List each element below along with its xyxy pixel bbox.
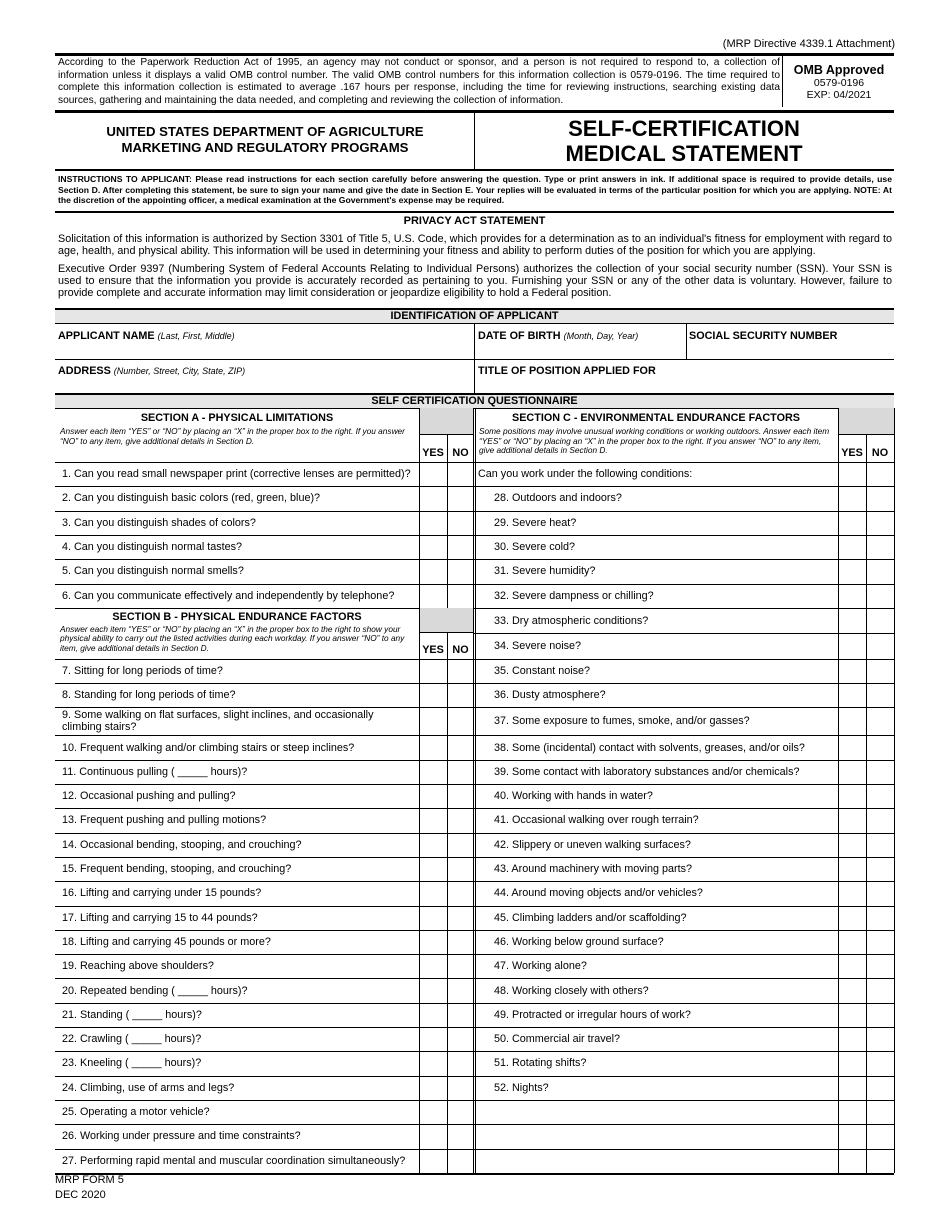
section-a-shade xyxy=(419,408,474,434)
no-checkbox[interactable] xyxy=(448,1028,473,1050)
no-checkbox[interactable] xyxy=(448,463,473,485)
row-rule xyxy=(474,1124,894,1125)
instructions: INSTRUCTIONS TO APPLICANT: Please read instructions for each section carefully before answering the question. Type or print answers in ink. If additional space is required to provide details, use Section D. After completing this statement, be sure to sign your name and give the date in Section E. Your replies will be evaluated in terms of the particular position for which you are applying. NOTE: At the discretion of the appointing officer, a medical examination at the Government's expense may be required. xyxy=(58,174,892,206)
header-bottom-rule xyxy=(55,169,894,171)
identification-title: IDENTIFICATION OF APPLICANT xyxy=(55,308,894,324)
section-b-question: 20. Repeated bending ( _____ hours)? xyxy=(62,984,248,997)
no-checkbox[interactable] xyxy=(448,1101,473,1123)
section-b-yes-header: YES xyxy=(422,643,444,656)
section-b-question: 27. Performing rapid mental and muscular coordination simultaneously? xyxy=(62,1154,406,1167)
no-checkbox[interactable] xyxy=(867,585,893,607)
yes-checkbox[interactable] xyxy=(839,609,865,633)
no-checkbox[interactable] xyxy=(448,955,473,977)
yes-checkbox[interactable] xyxy=(839,931,865,953)
no-checkbox[interactable] xyxy=(448,512,473,534)
section-b-question: 8. Standing for long periods of time? xyxy=(62,689,236,702)
omb-expiration: EXP: 04/2021 xyxy=(806,89,872,101)
address-field[interactable] xyxy=(58,361,468,393)
column-rule xyxy=(866,434,867,1173)
column-rule xyxy=(447,434,448,608)
section-c-question: 48. Working closely with others? xyxy=(494,984,649,997)
ssn-field[interactable] xyxy=(689,326,892,358)
yes-checkbox[interactable] xyxy=(420,684,446,706)
section-b-question: 19. Reaching above shoulders? xyxy=(62,960,214,973)
dob-label: DATE OF BIRTH (Month, Day, Year) xyxy=(478,330,639,342)
agency-line-1: UNITED STATES DEPARTMENT OF AGRICULTURE xyxy=(106,124,424,139)
yes-checkbox[interactable] xyxy=(420,512,446,534)
yes-checkbox[interactable] xyxy=(839,1004,865,1026)
no-checkbox[interactable] xyxy=(867,858,893,880)
no-checkbox[interactable] xyxy=(448,931,473,953)
section-a-question: 3. Can you distinguish shades of colors? xyxy=(62,516,256,529)
yes-checkbox[interactable] xyxy=(420,785,446,807)
no-checkbox[interactable] xyxy=(448,1077,473,1099)
position-label: TITLE OF POSITION APPLIED FOR xyxy=(478,365,656,377)
yes-checkbox[interactable] xyxy=(420,761,446,783)
position-title-field[interactable] xyxy=(478,361,888,393)
no-checkbox[interactable] xyxy=(867,634,893,658)
id-divider-ssn xyxy=(686,323,687,359)
date-of-birth-field[interactable] xyxy=(478,326,683,358)
section-c-question: 47. Working alone? xyxy=(494,960,587,973)
section-a-yes-header: YES xyxy=(422,447,444,459)
yes-checkbox[interactable] xyxy=(420,907,446,929)
no-checkbox[interactable] xyxy=(867,536,893,558)
section-a-note: Answer each item “YES” or “NO” by placing an “X” in the proper box to the right. If you answer “NO” to any item, give additional details in Section D. xyxy=(60,426,405,446)
yes-checkbox[interactable] xyxy=(839,1101,865,1123)
section-c-shade xyxy=(838,408,894,434)
yes-checkbox[interactable] xyxy=(839,585,865,607)
section-b-question: 23. Kneeling ( _____ hours)? xyxy=(62,1057,202,1070)
section-a-question: 4. Can you distinguish normal tastes? xyxy=(62,541,243,554)
yes-checkbox[interactable] xyxy=(839,1028,865,1050)
no-checkbox[interactable] xyxy=(867,684,893,706)
section-b-note: Answer each item “YES” or “NO” by placing an “X” in the proper box to the right to show your physical ability to carry out the listed activities during each workday. If you answer “NO” to any item, give additional details in Section D. xyxy=(60,623,405,653)
yes-checkbox[interactable] xyxy=(420,882,446,904)
yes-checkbox[interactable] xyxy=(839,785,865,807)
yes-checkbox[interactable] xyxy=(839,955,865,977)
form-number: MRP FORM 5 xyxy=(55,1174,124,1186)
no-checkbox[interactable] xyxy=(867,660,893,682)
no-checkbox[interactable] xyxy=(867,708,893,734)
no-checkbox[interactable] xyxy=(867,979,893,1001)
form-title xyxy=(474,116,894,166)
no-checkbox[interactable] xyxy=(867,560,893,582)
section-b-question: 25. Operating a motor vehicle? xyxy=(62,1106,210,1119)
yes-checkbox[interactable] xyxy=(839,979,865,1001)
row-rule xyxy=(55,608,474,609)
yes-checkbox[interactable] xyxy=(420,536,446,558)
row-rule xyxy=(474,1149,894,1150)
section-b-question: 13. Frequent pushing and pulling motions? xyxy=(62,814,267,827)
column-rule xyxy=(419,408,420,1173)
yes-checkbox[interactable] xyxy=(839,634,865,658)
yes-checkbox[interactable] xyxy=(839,761,865,783)
no-checkbox[interactable] xyxy=(867,1077,893,1099)
yes-checkbox[interactable] xyxy=(420,1004,446,1026)
section-c-question: 28. Outdoors and indoors? xyxy=(494,492,622,505)
no-checkbox[interactable] xyxy=(867,512,893,534)
no-checkbox[interactable] xyxy=(867,785,893,807)
section-b-title: SECTION B - PHYSICAL ENDURANCE FACTORS xyxy=(112,610,362,623)
id-divider xyxy=(474,323,475,393)
no-checkbox[interactable] xyxy=(448,1052,473,1074)
no-checkbox[interactable] xyxy=(448,1004,473,1026)
section-c-question: 35. Constant noise? xyxy=(494,664,591,677)
no-checkbox[interactable] xyxy=(867,761,893,783)
no-checkbox[interactable] xyxy=(448,1125,473,1147)
yes-checkbox[interactable] xyxy=(839,1052,865,1074)
no-checkbox[interactable] xyxy=(448,660,473,682)
yes-checkbox[interactable] xyxy=(839,487,865,509)
section-b-no-header: NO xyxy=(452,643,469,656)
agency-name xyxy=(55,124,475,156)
omb-box xyxy=(782,55,895,107)
yes-checkbox[interactable] xyxy=(420,1028,446,1050)
no-checkbox[interactable] xyxy=(448,979,473,1001)
yes-checkbox[interactable] xyxy=(839,858,865,880)
no-checkbox[interactable] xyxy=(448,761,473,783)
no-checkbox[interactable] xyxy=(867,1028,893,1050)
address-label: ADDRESS (Number, Street, City, State, ZIP) xyxy=(58,365,246,377)
section-b-question: 12. Occasional pushing and pulling? xyxy=(62,790,236,803)
section-c-question: 42. Slippery or uneven walking surfaces? xyxy=(494,838,691,851)
applicant-name-field[interactable] xyxy=(58,326,468,358)
no-checkbox[interactable] xyxy=(448,858,473,880)
section-a-no-header: NO xyxy=(452,447,469,459)
no-checkbox[interactable] xyxy=(867,931,893,953)
yes-checkbox[interactable] xyxy=(839,1150,865,1172)
section-c-question: 50. Commercial air travel? xyxy=(494,1033,621,1046)
yes-checkbox[interactable] xyxy=(420,585,446,607)
yes-checkbox[interactable] xyxy=(839,882,865,904)
section-c-question: 51. Rotating shifts? xyxy=(494,1057,587,1070)
section-c-question: 29. Severe heat? xyxy=(494,516,577,529)
ssn-label: SOCIAL SECURITY NUMBER xyxy=(689,330,838,342)
section-c-no-header: NO xyxy=(871,447,889,459)
yes-checkbox[interactable] xyxy=(420,834,446,856)
section-c-question: 39. Some contact with laboratory substances and/or chemicals? xyxy=(494,765,800,778)
yes-checkbox[interactable] xyxy=(420,809,446,831)
section-b-question: 18. Lifting and carrying 45 pounds or more? xyxy=(62,935,271,948)
paperwork-notice: According to the Paperwork Reduction Act of 1995, an agency may not conduct or sponsor, and a person is not required to respond to, a collection of information unless it displays a valid OMB control number. The valid OMB control numbers for this information collection is 0579-0196. The time required to complete this information collection is estimated to average .167 hours per response, including the time for reviewing instructions, searching existing data sources, gathering and maintaining the data needed, and completing and reviewing the collection of information. xyxy=(58,57,780,106)
yes-checkbox[interactable] xyxy=(839,1125,865,1147)
omb-number: 0579-0196 xyxy=(813,77,865,89)
questionnaire-title: SELF CERTIFICATION QUESTIONNAIRE xyxy=(55,393,894,409)
section-c-question: 37. Some exposure to fumes, smoke, and/or gasses? xyxy=(494,715,750,728)
section-c-question: 36. Dusty atmosphere? xyxy=(494,689,606,702)
yes-checkbox[interactable] xyxy=(420,1150,446,1172)
column-rule xyxy=(473,408,476,1173)
no-checkbox[interactable] xyxy=(448,585,473,607)
section-c-question: 49. Protracted or irregular hours of work? xyxy=(494,1008,691,1021)
privacy-title: PRIVACY ACT STATEMENT xyxy=(403,215,546,227)
no-checkbox[interactable] xyxy=(867,1004,893,1026)
row-rule xyxy=(474,1100,894,1101)
section-c-intro: Can you work under the following conditions: xyxy=(478,468,693,481)
no-checkbox[interactable] xyxy=(448,809,473,831)
section-c-title: SECTION C - ENVIRONMENTAL ENDURANCE FACTORS xyxy=(512,412,800,424)
yes-checkbox[interactable] xyxy=(839,560,865,582)
yes-checkbox[interactable] xyxy=(839,708,865,734)
section-c-question: 41. Occasional walking over rough terrain? xyxy=(494,814,699,827)
no-checkbox[interactable] xyxy=(448,560,473,582)
section-b-question: 14. Occasional bending, stooping, and crouching? xyxy=(62,838,302,851)
section-b-question: 26. Working under pressure and time constraints? xyxy=(62,1130,301,1143)
privacy-paragraph-2: Executive Order 9397 (Numbering System of Federal Accounts Relating to Individual Persons) authorizes the collection of your social security number (SSN). Your SSN is used to ensure that the information you provide is accurately recorded as pertaining to you. Furnishing your SSN or any of the other data is voluntary. However, failure to provide complete and accurate information may limit consideration or jeopardize eligibility to hold a Federal position. xyxy=(58,263,892,300)
section-c-question: 43. Around machinery with moving parts? xyxy=(494,863,693,876)
yes-checkbox[interactable] xyxy=(839,512,865,534)
section-c-question: 38. Some (incidental) contact with solvents, greases, and/or oils? xyxy=(494,741,805,754)
section-b-question: 16. Lifting and carrying under 15 pounds? xyxy=(62,887,262,900)
no-checkbox[interactable] xyxy=(448,708,473,734)
no-checkbox[interactable] xyxy=(867,955,893,977)
yes-checkbox[interactable] xyxy=(420,979,446,1001)
no-checkbox[interactable] xyxy=(448,736,473,758)
yes-checkbox[interactable] xyxy=(420,858,446,880)
agency-line-2: MARKETING AND REGULATORY PROGRAMS xyxy=(121,140,409,155)
section-c-question: 44. Around moving objects and/or vehicles? xyxy=(494,887,703,900)
yes-checkbox[interactable] xyxy=(420,931,446,953)
yes-checkbox[interactable] xyxy=(420,1101,446,1123)
section-c-question: 30. Severe cold? xyxy=(494,541,576,554)
yes-checkbox[interactable] xyxy=(420,736,446,758)
section-b-question: 22. Crawling ( _____ hours)? xyxy=(62,1033,202,1046)
section-b-shade xyxy=(419,608,474,632)
section-a-question: 6. Can you communicate effectively and independently by telephone? xyxy=(62,589,395,602)
no-checkbox[interactable] xyxy=(867,1052,893,1074)
directive-reference: (MRP Directive 4339.1 Attachment) xyxy=(722,38,895,50)
no-checkbox[interactable] xyxy=(448,487,473,509)
no-checkbox[interactable] xyxy=(867,907,893,929)
column-rule xyxy=(838,408,839,1173)
section-c-question: 31. Severe humidity? xyxy=(494,565,596,578)
yes-checkbox[interactable] xyxy=(420,955,446,977)
yes-checkbox[interactable] xyxy=(420,708,446,734)
privacy-paragraph-1: Solicitation of this information is authorized by Section 3301 of Title 5, U.S. Code, which provides for a determination as to an individual's fitness for employment with regard to age, health, and physical ability. This information will be used in determining your fitness and ability to perform duties of the position for which you are applying. xyxy=(58,233,892,258)
yes-checkbox[interactable] xyxy=(839,1077,865,1099)
section-b-question: 10. Frequent walking and/or climbing stairs or steep inclines? xyxy=(62,741,355,754)
section-a-question: 5. Can you distinguish normal smells? xyxy=(62,565,244,578)
no-checkbox[interactable] xyxy=(867,1150,893,1172)
section-c-question: 40. Working with hands in water? xyxy=(494,790,653,803)
yes-checkbox[interactable] xyxy=(420,1125,446,1147)
no-checkbox[interactable] xyxy=(867,809,893,831)
no-checkbox[interactable] xyxy=(867,882,893,904)
omb-title: OMB Approved xyxy=(793,63,885,77)
form-title-line-2: MEDICAL STATEMENT xyxy=(565,141,803,166)
no-checkbox[interactable] xyxy=(448,785,473,807)
no-checkbox[interactable] xyxy=(867,736,893,758)
no-checkbox[interactable] xyxy=(867,1101,893,1123)
section-b-question: 11. Continuous pulling ( _____ hours)? xyxy=(62,765,248,778)
section-a-question: 1. Can you read small newspaper print (corrective lenses are permitted)? xyxy=(62,468,411,481)
section-c-question: 33. Dry atmospheric conditions? xyxy=(494,614,649,627)
section-b-question: 17. Lifting and carrying 15 to 44 pounds? xyxy=(62,911,258,924)
section-c-note: Some positions may involve unusual working conditions or working outdoors. Answer each item “YES” or “NO” by placing an “X” in the proper box to the right. If you answer “NO” to any item, give additional details in Section D. xyxy=(479,426,830,455)
section-b-question: 9. Some walking on flat surfaces, slight inclines, and occasionally climbing stairs? xyxy=(62,709,374,734)
yes-checkbox[interactable] xyxy=(420,660,446,682)
yes-checkbox[interactable] xyxy=(839,684,865,706)
section-b-question: 21. Standing ( _____ hours)? xyxy=(62,1008,202,1021)
footer xyxy=(55,1173,124,1203)
top-rule xyxy=(55,53,894,56)
column-rule xyxy=(894,408,895,1173)
no-checkbox[interactable] xyxy=(867,487,893,509)
no-checkbox[interactable] xyxy=(448,834,473,856)
no-checkbox[interactable] xyxy=(448,907,473,929)
yes-checkbox[interactable] xyxy=(839,736,865,758)
no-checkbox[interactable] xyxy=(448,536,473,558)
no-checkbox[interactable] xyxy=(448,684,473,706)
section-b-question: 24. Climbing, use of arms and legs? xyxy=(62,1081,235,1094)
section-c-question: 32. Severe dampness or chilling? xyxy=(494,589,654,602)
section-c-question: 52. Nights? xyxy=(494,1081,549,1094)
column-rule xyxy=(447,632,448,1173)
section-c-question: 45. Climbing ladders and/or scaffolding? xyxy=(494,911,687,924)
no-checkbox[interactable] xyxy=(448,1150,473,1172)
section-a-title: SECTION A - PHYSICAL LIMITATIONS xyxy=(140,412,334,424)
yes-checkbox[interactable] xyxy=(420,463,446,485)
form-date: DEC 2020 xyxy=(55,1189,106,1201)
yes-checkbox[interactable] xyxy=(420,487,446,509)
applicant-name-label: APPLICANT NAME (Last, First, Middle) xyxy=(58,330,235,342)
section-a-question: 2. Can you distinguish basic colors (red, green, blue)? xyxy=(62,492,321,505)
yes-checkbox[interactable] xyxy=(420,1077,446,1099)
id-row-rule xyxy=(55,359,894,360)
yes-checkbox[interactable] xyxy=(839,834,865,856)
section-c-yes-header: YES xyxy=(841,447,863,459)
section-b-question: 7. Sitting for long periods of time? xyxy=(62,664,223,677)
instructions-rule xyxy=(55,211,894,213)
section-c-question: 34. Severe noise? xyxy=(494,640,582,653)
yes-checkbox[interactable] xyxy=(839,907,865,929)
form-title-line-1: SELF-CERTIFICATION xyxy=(568,116,800,141)
yes-checkbox[interactable] xyxy=(839,809,865,831)
yes-checkbox[interactable] xyxy=(420,560,446,582)
yes-checkbox[interactable] xyxy=(839,536,865,558)
no-checkbox[interactable] xyxy=(867,834,893,856)
yes-checkbox[interactable] xyxy=(839,660,865,682)
no-checkbox[interactable] xyxy=(448,882,473,904)
no-checkbox[interactable] xyxy=(867,609,893,633)
row-rule xyxy=(55,1173,894,1175)
no-checkbox[interactable] xyxy=(867,1125,893,1147)
yes-checkbox[interactable] xyxy=(420,1052,446,1074)
section-c-question: 46. Working below ground surface? xyxy=(494,935,664,948)
section-b-question: 15. Frequent bending, stooping, and crouching? xyxy=(62,863,292,876)
